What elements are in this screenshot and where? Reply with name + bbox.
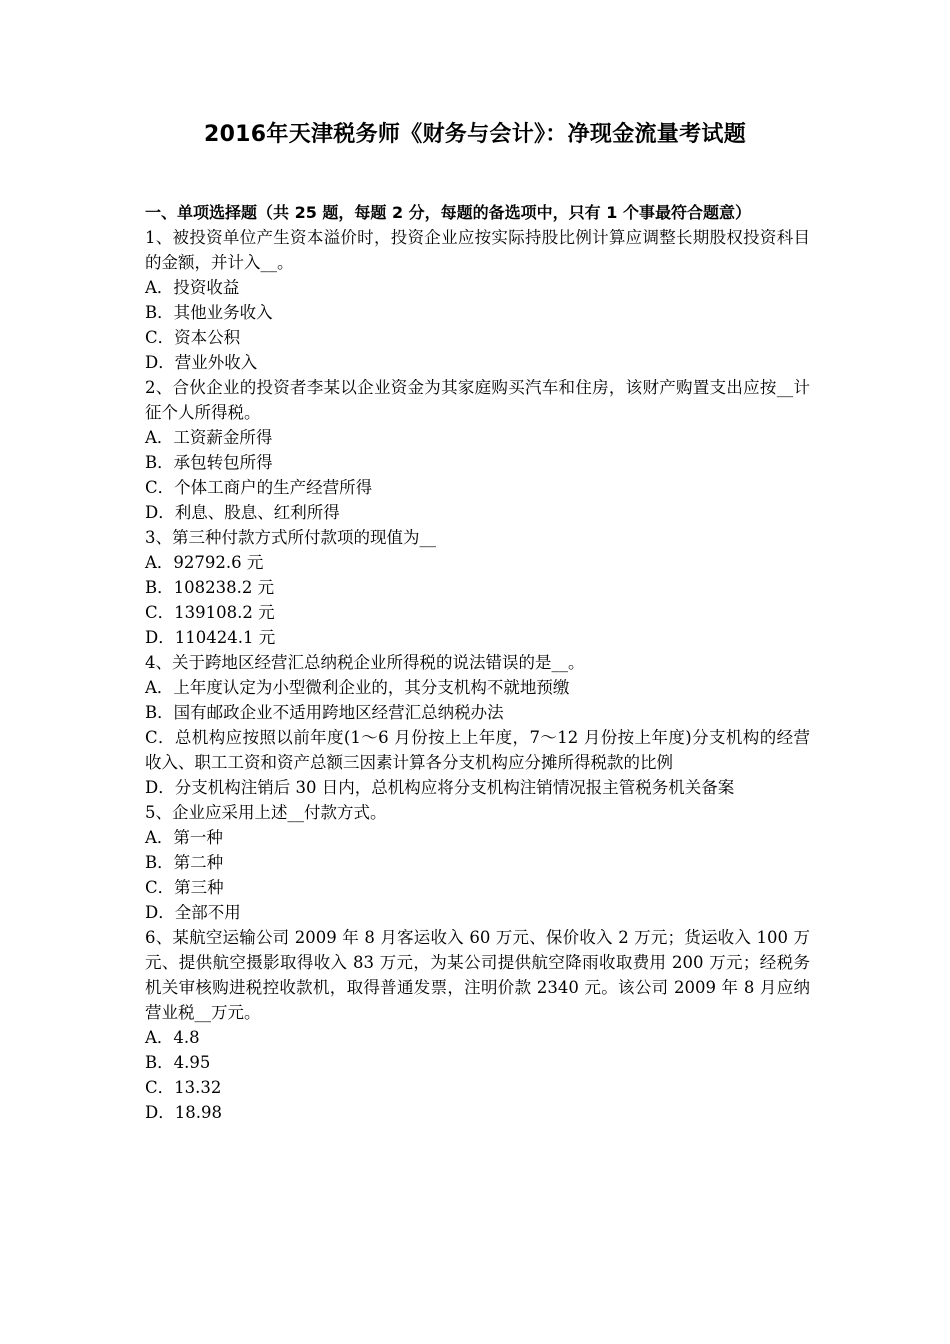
option-a: A．第一种 (145, 828, 223, 847)
option-a: A．上年度认定为小型微利企业的，其分支机构不就地预缴 (145, 678, 570, 697)
option-a: A．投资收益 (145, 278, 240, 297)
section-heading: 一、单项选择题（共 25 题，每题 2 分，每题的备选项中，只有 1 个事最符合题意） (145, 203, 751, 222)
question-stem: 1、被投资单位产生资本溢价时，投资企业应按实际持股比例计算应调整长期股权投资科目的金额，并计入__。 (145, 228, 810, 272)
option-b: B．第二种 (145, 853, 224, 872)
question-2 (145, 375, 810, 525)
option-b: B．承包转包所得 (145, 453, 273, 472)
question-stem: 3、第三种付款方式所付款项的现值为__ (145, 528, 436, 547)
document-body (145, 200, 810, 1125)
option-d: D．营业外收入 (145, 353, 258, 372)
question-4 (145, 650, 810, 800)
question-3 (145, 525, 810, 650)
option-c: C．个体工商户的生产经营所得 (145, 478, 373, 497)
document-title: 2016年天津税务师《财务与会计》：净现金流量考试题 (203, 122, 747, 147)
question-stem: 2、合伙企业的投资者李某以企业资金为其家庭购买汽车和住房，该财产购置支出应按__计征个人所得税。 (145, 378, 810, 422)
option-a: A．4.8 (145, 1028, 200, 1047)
option-d: D．110424.1 元 (145, 628, 276, 647)
option-d: D．分支机构注销后 30 日内，总机构应将分支机构注销情况报主管税务机关备案 (145, 778, 735, 797)
question-5 (145, 800, 810, 925)
option-a: A．92792.6 元 (145, 553, 264, 572)
option-c: C．总机构应按照以前年度(1～6 月份按上上年度，7～12 月份按上年度)分支机构的经营收入、职工工资和资产总额三因素计算各分支机构应分摊所得税款的比例 (145, 728, 810, 772)
question-stem: 6、某航空运输公司 2009 年 8 月客运收入 60 万元、保价收入 2 万元；货运收入 100 万元、提供航空摄影取得收入 83 万元，为某公司提供航空降雨收取费用 200 万元；经税务机关审核购进税控收款机，取得普通发票，注明价款 2340 元。该公司 2009 年 8 月应纳营业税__万元。 (145, 928, 810, 1022)
option-c: C．第三种 (145, 878, 224, 897)
option-c: C．139108.2 元 (145, 603, 275, 622)
option-b: B．108238.2 元 (145, 578, 275, 597)
question-stem: 4、关于跨地区经营汇总纳税企业所得税的说法错误的是__。 (145, 653, 585, 672)
question-1 (145, 225, 810, 375)
option-d: D．18.98 (145, 1103, 222, 1122)
option-b: B．国有邮政企业不适用跨地区经营汇总纳税办法 (145, 703, 504, 722)
question-6 (145, 925, 810, 1125)
option-d: D．全部不用 (145, 903, 241, 922)
question-stem: 5、企业应采用上述__付款方式。 (145, 803, 387, 822)
option-c: C．资本公积 (145, 328, 241, 347)
option-c: C．13.32 (145, 1078, 222, 1097)
option-b: B．其他业务收入 (145, 303, 273, 322)
option-d: D．利息、股息、红利所得 (145, 503, 340, 522)
option-a: A．工资薪金所得 (145, 428, 273, 447)
option-b: B．4.95 (145, 1053, 211, 1072)
